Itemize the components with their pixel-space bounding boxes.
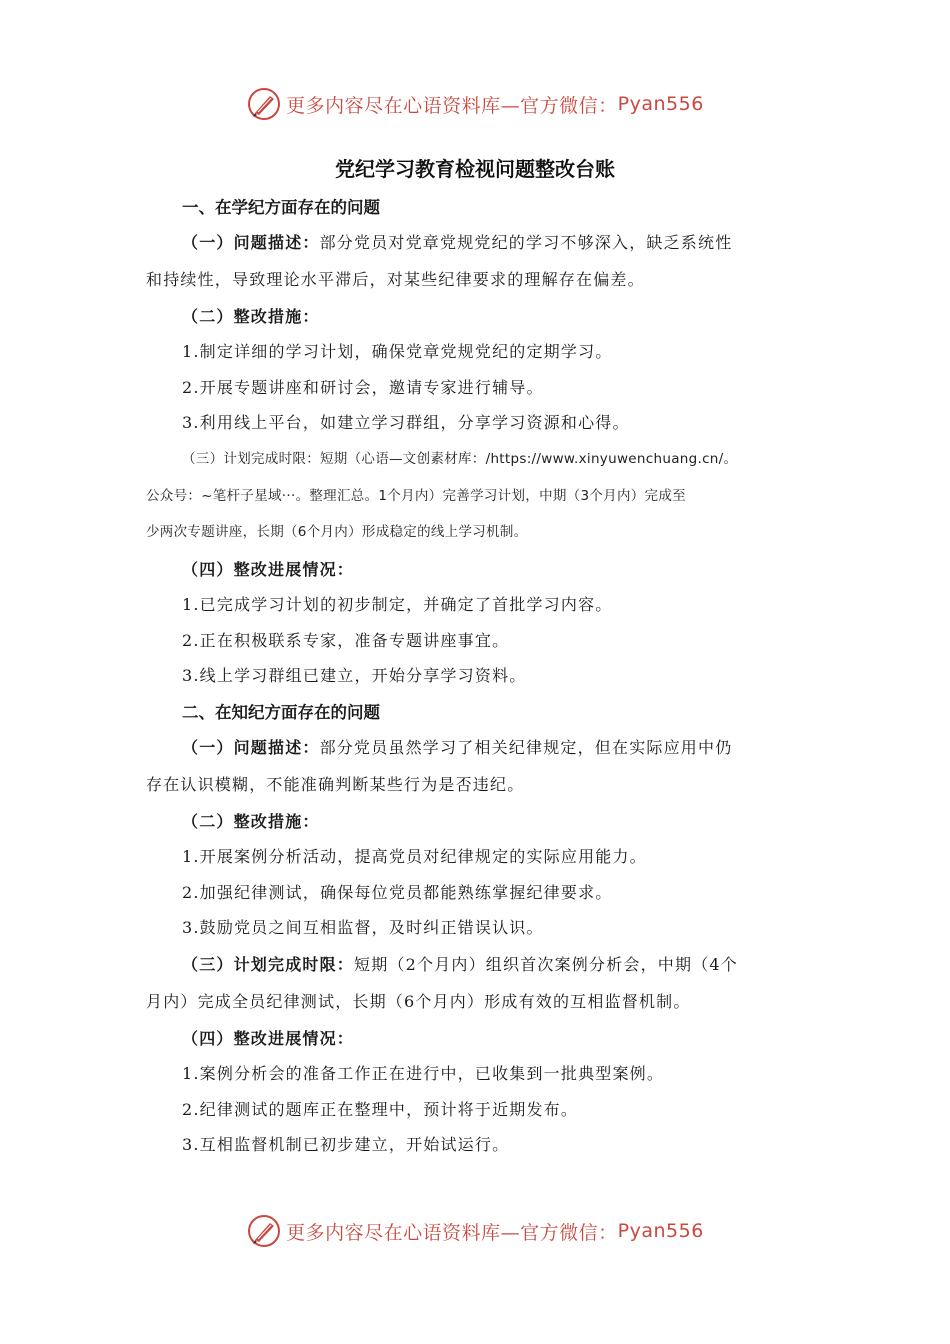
s2-problem-text-a: 部分党员虽然学习了相关纪律规定，但在实际应用中仍: [319, 738, 733, 757]
s1-progress-1: 1.已完成学习计划的初步制定，并确定了首批学习内容。: [182, 595, 613, 614]
s2-measure-3: 3.鼓励党员之间互相监督，及时纠正错误认识。: [182, 918, 544, 937]
s2-progress-1: 1.案例分析会的准备工作正在进行中，已收集到一批典型案例。: [182, 1064, 665, 1083]
s1-timeline-c: 少两次专题讲座，长期（6个月内）形成稳定的线上学习机制。: [146, 524, 528, 540]
s2-timeline-label: （三）计划完成时限：: [182, 955, 355, 974]
s1-measure-1: 1.制定详细的学习计划，确保党章党规党纪的定期学习。: [182, 342, 613, 361]
s1-problem-label: （一）问题描述：: [182, 233, 320, 252]
s1-timeline-b: 公众号：~笔杆子星域···。整理汇总。1个月内）完善学习计划，中期（3个月内）完成至: [146, 488, 686, 504]
s2-progress-label: （四）整改进展情况：: [182, 1029, 355, 1048]
s1-problem-text-b: 和持续性，导致理论水平滞后，对某些纪律要求的理解存在偏差。: [146, 270, 645, 289]
section-2-heading: 二、在知纪方面存在的问题: [182, 703, 380, 722]
s2-problem-line-1: [182, 736, 852, 760]
s1-measures-label: （二）整改措施：: [182, 307, 320, 326]
s2-measures-label: （二）整改措施：: [182, 812, 320, 831]
s2-progress-3: 3.互相监督机制已初步建立，开始试运行。: [182, 1135, 510, 1154]
banner-text: 更多内容尽在心语资料库—官方微信：: [286, 1221, 618, 1244]
s2-measure-1: 1.开展案例分析活动，提高党员对纪律规定的实际应用能力。: [182, 847, 647, 866]
s1-progress-3: 3.线上学习群组已建立，开始分享学习资料。: [182, 666, 527, 685]
section-1-heading: 一、在学纪方面存在的问题: [182, 198, 380, 217]
s2-timeline-line-1: [182, 953, 852, 977]
s2-problem-label: （一）问题描述：: [182, 738, 320, 757]
s1-progress-2: 2.正在积极联系专家，准备专题讲座事宜。: [182, 631, 510, 650]
s1-problem-text-a: 部分党员对党章党规党纪的学习不够深入，缺乏系统性: [319, 233, 733, 252]
s1-timeline-a: （三）计划完成时限：短期（心语—文创素材库：/https://www.xinyuwenchuang.cn/。: [182, 451, 738, 467]
footer-watermark-banner: [0, 1209, 950, 1253]
pen-logo-icon: [246, 86, 282, 122]
s2-timeline-text-a: 短期（2个月内）组织首次案例分析会，中期（4个: [354, 955, 738, 974]
s1-problem-line-1: [182, 231, 852, 255]
banner-wechat-id: Pyan556: [617, 93, 704, 115]
s2-problem-text-b: 存在认识模糊，不能准确判断某些行为是否违纪。: [146, 775, 525, 794]
pen-logo-icon: [246, 1213, 282, 1249]
header-watermark-banner: [0, 82, 950, 126]
banner-wechat-id: Pyan556: [617, 1220, 704, 1242]
s2-measure-2: 2.加强纪律测试，确保每位党员都能熟练掌握纪律要求。: [182, 883, 613, 902]
s1-measure-3: 3.利用线上平台，如建立学习群组，分享学习资源和心得。: [182, 413, 630, 432]
s1-progress-label: （四）整改进展情况：: [182, 560, 355, 579]
banner-text: 更多内容尽在心语资料库—官方微信：: [286, 94, 618, 117]
s2-timeline-text-b: 月内）完成全员纪律测试，长期（6个月内）形成有效的互相监督机制。: [146, 992, 691, 1011]
s1-measure-2: 2.开展专题讲座和研讨会，邀请专家进行辅导。: [182, 378, 544, 397]
document-title: 党纪学习教育检视问题整改台账: [335, 157, 615, 181]
s2-progress-2: 2.纪律测试的题库正在整理中，预计将于近期发布。: [182, 1100, 579, 1119]
